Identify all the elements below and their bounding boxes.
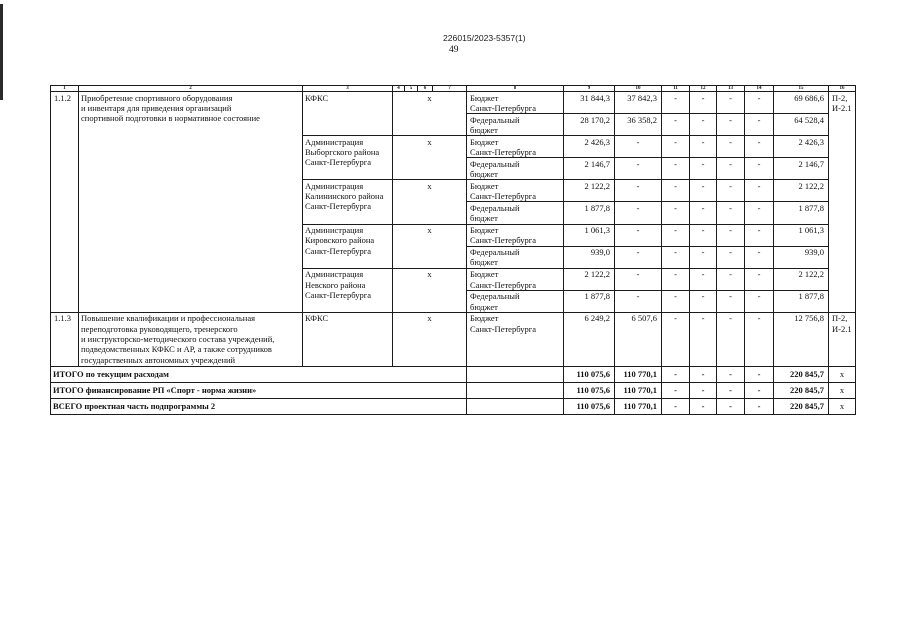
row-total: 1 877,8 [774,202,829,224]
year-value-col-14: - [745,312,774,366]
year-value-col-10: 37 842,3 [615,92,662,114]
year-value-col-10: - [615,180,662,202]
row-total: 1 061,3 [774,224,829,246]
column-number-13: 13 [717,86,745,92]
year-value-col-13: - [717,158,745,180]
column-number-2: 2 [79,86,303,92]
year-value-col-14: - [745,290,774,312]
total-mark: x [829,398,856,414]
year-value-col-10: - [615,246,662,268]
executor-cell: КФКС [303,312,393,366]
column-number-12: 12 [690,86,717,92]
total-value-col-14: - [745,382,774,398]
item-code: 1.1.2 [51,92,79,313]
year-value-col-13: - [717,246,745,268]
year-value-col-14: - [745,114,774,136]
total-row [51,382,856,398]
year-value-col-13: - [717,92,745,114]
total-value-col-12: - [690,382,717,398]
total-value-col-14: - [745,366,774,382]
indicator-cell: П-2, И-2.1 [829,92,856,313]
row-total: 2 426,3 [774,136,829,158]
year-value-col-9: 6 249,2 [564,312,615,366]
total-label: ВСЕГО проектная часть подпрограммы 2 [51,398,467,414]
year-value-col-14: - [745,268,774,290]
funding-source: Бюджет Санкт-Петербурга [467,92,564,114]
total-value-col-13: - [717,398,745,414]
year-value-col-9: 939,0 [564,246,615,268]
executor-mark: x [393,136,467,180]
grand-total: 220 845,7 [774,398,829,414]
row-total: 939,0 [774,246,829,268]
column-number-5: 5 [405,86,418,92]
executor-cell: КФКС [303,92,393,136]
year-value-col-12: - [690,202,717,224]
row-total: 64 528,4 [774,114,829,136]
year-value-col-11: - [662,312,690,366]
item-code: 1.1.3 [51,312,79,366]
year-value-col-10: - [615,158,662,180]
year-value-col-9: 1 877,8 [564,202,615,224]
funding-source: Бюджет Санкт-Петербурга [467,180,564,202]
year-value-col-11: - [662,136,690,158]
year-value-col-11: - [662,180,690,202]
column-number-10: 10 [615,86,662,92]
total-value-col-9: 110 075,6 [564,398,615,414]
total-value-col-10: 110 770,1 [615,366,662,382]
year-value-col-9: 1 877,8 [564,290,615,312]
year-value-col-12: - [690,312,717,366]
row-total: 12 756,8 [774,312,829,366]
funding-source: Федеральный бюджет [467,114,564,136]
year-value-col-9: 2 122,2 [564,268,615,290]
column-number-15: 15 [774,86,829,92]
year-value-col-14: - [745,180,774,202]
row-total: 2 122,2 [774,180,829,202]
funding-source: Федеральный бюджет [467,290,564,312]
year-value-col-11: - [662,290,690,312]
year-value-col-12: - [690,224,717,246]
empty-cell [467,398,564,414]
funding-source: Бюджет Санкт-Петербурга [467,268,564,290]
year-value-col-13: - [717,180,745,202]
year-value-col-11: - [662,202,690,224]
funding-source: Федеральный бюджет [467,246,564,268]
table-row [51,312,856,366]
year-value-col-12: - [690,158,717,180]
table-row [51,92,856,114]
year-value-col-9: 2 146,7 [564,158,615,180]
year-value-col-14: - [745,92,774,114]
year-value-col-12: - [690,246,717,268]
year-value-col-14: - [745,158,774,180]
row-total: 69 686,6 [774,92,829,114]
total-value-col-10: 110 770,1 [615,398,662,414]
year-value-col-13: - [717,268,745,290]
executor-cell: Администрация Калининского района Санкт-Петербурга [303,180,393,224]
column-number-3: 3 [303,86,393,92]
item-title: Приобретение спортивного оборудования и инвентаря для приведения организаций спортивной подготовки в нормативное состояние [79,92,303,313]
table-body [51,92,856,415]
year-value-col-11: - [662,92,690,114]
year-value-col-10: 36 358,2 [615,114,662,136]
total-value-col-12: - [690,366,717,382]
total-value-col-9: 110 075,6 [564,366,615,382]
total-value-col-9: 110 075,6 [564,382,615,398]
year-value-col-12: - [690,136,717,158]
column-number-7: 7 [433,86,467,92]
item-title: Повышение квалификации и профессиональная переподготовка руководящего, тренерского и инструкторско-методического состава учреждений, подведомственных КФКС и АР, а также сотрудников государственных автономных учреждений [79,312,303,366]
year-value-col-12: - [690,290,717,312]
total-value-col-13: - [717,382,745,398]
empty-cell [467,366,564,382]
grand-total: 220 845,7 [774,382,829,398]
year-value-col-10: - [615,224,662,246]
executor-mark: x [393,180,467,224]
total-label: ИТОГО по текущим расходам [51,366,467,382]
funding-source: Бюджет Санкт-Петербурга [467,312,564,366]
executor-cell: Администрация Кировского района Санкт-Петербурга [303,224,393,268]
executor-cell: Администрация Невского района Санкт-Петербурга [303,268,393,312]
year-value-col-13: - [717,202,745,224]
total-value-col-11: - [662,398,690,414]
total-row [51,398,856,414]
year-value-col-11: - [662,246,690,268]
year-value-col-12: - [690,92,717,114]
page-number: 49 [449,45,459,55]
total-label: ИТОГО финансирование РП «Спорт - норма жизни» [51,382,467,398]
column-number-11: 11 [662,86,690,92]
total-value-col-13: - [717,366,745,382]
grand-total: 220 845,7 [774,366,829,382]
year-value-col-9: 2 122,2 [564,180,615,202]
year-value-col-9: 28 170,2 [564,114,615,136]
year-value-col-14: - [745,202,774,224]
year-value-col-9: 1 061,3 [564,224,615,246]
year-value-col-14: - [745,224,774,246]
scan-edge-artifact [0,4,3,100]
year-value-col-10: - [615,136,662,158]
total-mark: x [829,382,856,398]
column-number-1: 1 [51,86,79,92]
row-total: 1 877,8 [774,290,829,312]
row-total: 2 122,2 [774,268,829,290]
year-value-col-13: - [717,136,745,158]
funding-source: Бюджет Санкт-Петербурга [467,136,564,158]
total-value-col-10: 110 770,1 [615,382,662,398]
year-value-col-10: - [615,290,662,312]
executor-mark: x [393,92,467,136]
year-value-col-12: - [690,114,717,136]
budget-table [50,85,856,415]
funding-source: Федеральный бюджет [467,158,564,180]
year-value-col-9: 31 844,3 [564,92,615,114]
total-mark: x [829,366,856,382]
column-number-8: 8 [467,86,564,92]
column-number-4: 4 [393,86,405,92]
year-value-col-11: - [662,114,690,136]
empty-cell [467,382,564,398]
column-number-14: 14 [745,86,774,92]
year-value-col-11: - [662,268,690,290]
year-value-col-12: - [690,268,717,290]
year-value-col-10: - [615,268,662,290]
executor-mark: x [393,224,467,268]
year-value-col-10: 6 507,6 [615,312,662,366]
year-value-col-11: - [662,158,690,180]
year-value-col-13: - [717,312,745,366]
total-value-col-12: - [690,398,717,414]
year-value-col-10: - [615,202,662,224]
executor-mark: x [393,268,467,312]
executor-cell: Администрация Выборгского района Санкт-Петербурга [303,136,393,180]
funding-source: Бюджет Санкт-Петербурга [467,224,564,246]
year-value-col-12: - [690,180,717,202]
year-value-col-11: - [662,224,690,246]
year-value-col-13: - [717,290,745,312]
column-number-9: 9 [564,86,615,92]
executor-mark: x [393,312,467,366]
year-value-col-14: - [745,246,774,268]
year-value-col-9: 2 426,3 [564,136,615,158]
column-number-16: 16 [829,86,856,92]
total-value-col-11: - [662,382,690,398]
year-value-col-14: - [745,136,774,158]
total-row [51,366,856,382]
year-value-col-13: - [717,224,745,246]
column-number-6: 6 [418,86,433,92]
year-value-col-13: - [717,114,745,136]
row-total: 2 146,7 [774,158,829,180]
document-id: 226015/2023-5357(1) [443,33,526,43]
indicator-cell: П-2, И-2.1 [829,312,856,366]
total-value-col-11: - [662,366,690,382]
total-value-col-14: - [745,398,774,414]
funding-source: Федеральный бюджет [467,202,564,224]
